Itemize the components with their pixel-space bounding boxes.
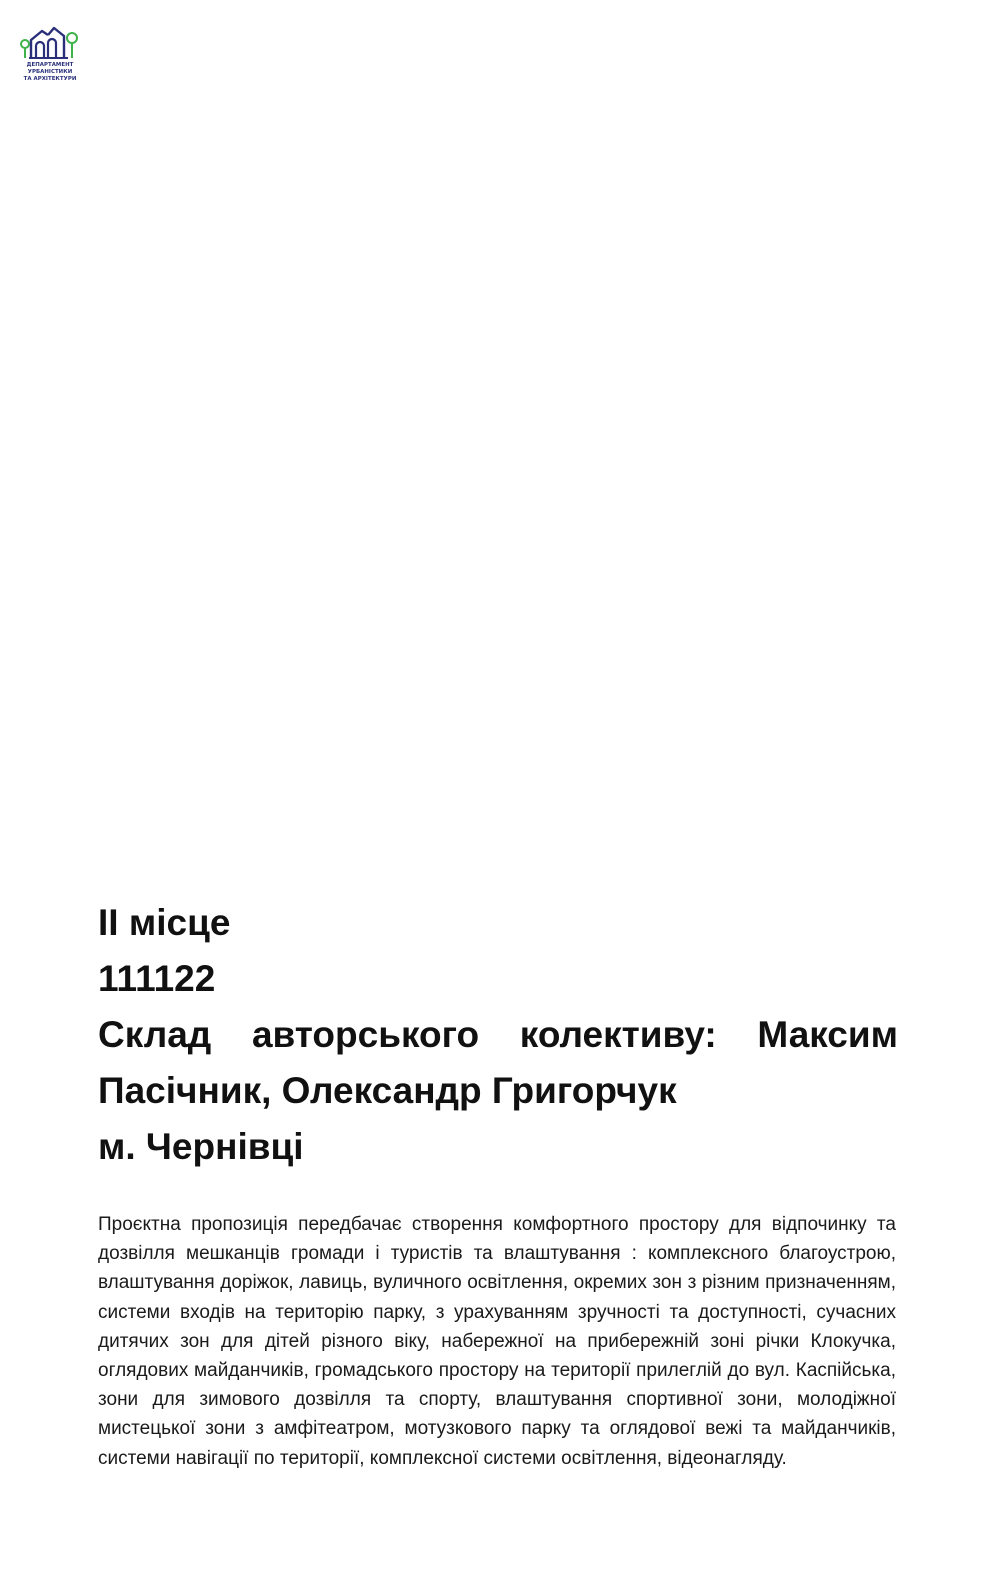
department-logo-icon (18, 24, 80, 60)
logo-line-1: ДЕПАРТАМЕНТ (26, 62, 74, 68)
project-code: 111122 (98, 958, 216, 999)
logo-line-2: УРБАНІСТИКИ (27, 69, 73, 75)
award-heading-block (98, 895, 898, 1175)
logo-line-3: ТА АРХІТЕКТУРИ (23, 76, 77, 82)
logo-caption (14, 62, 86, 83)
city: м. Чернівці (98, 1126, 304, 1167)
department-logo (14, 24, 86, 90)
award-place: ІІ місце (98, 902, 231, 943)
author-team: Склад авторського колективу: Максим Пасічник, Олександр Григорчук (98, 1014, 898, 1111)
project-description: Проєктна пропозиція передбачає створення комфортного простору для відпочинку та дозвілля мешканців громади і туристів та влаштування : комплексного благоустрою, влаштування доріжок, лавиць, вуличного освітлення, окремих зон з різним призначенням, системи входів на територію парку, з урахуванням зручності та доступності, сучасних дитячих зон для дітей різного віку, набережної на прибережній зоні річки Клокучка, оглядових майданчиків, громадського простору на території прилеглій до вул. Каспійська, зони для зимового дозвілля та спорту, влаштування спортивної зони, молодіжної мистецької зони з амфітеатром, мотузкового парку та оглядової вежі та майданчиків, системи навігації по території, комплексної системи освітлення, відеонагляду. (98, 1214, 896, 1469)
